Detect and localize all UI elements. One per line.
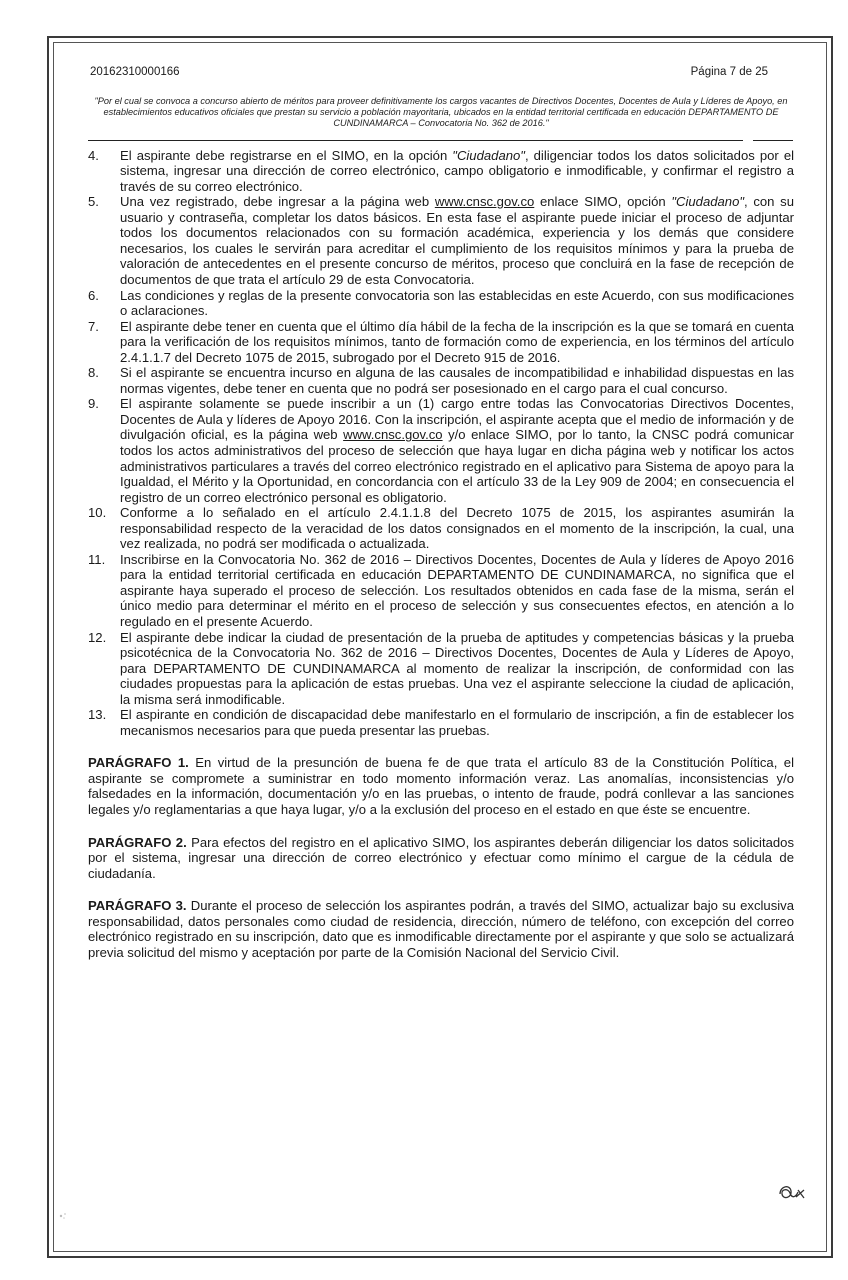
- paragraph-2: PARÁGRAFO 2. Para efectos del registro en el aplicativo SIMO, los aspirantes deberán diligenciar los datos solicitados por el sistema, ingresar una dirección de correo electrónico y efectuar como mínimo el cargue de la cédula de ciudadanía.: [88, 834, 794, 881]
- header-divider: [88, 136, 794, 144]
- paragraph-1: PARÁGRAFO 1. En virtud de la presunción de buena fe de que trata el artículo 83 de la Constitución Política, el aspirante se compromete a suministrar en todo momento información veraz. Las anomalías, inconsistencias y/o falsedades en la información, documentación y/o en las pruebas, o intento de fraude, podrá conllevar a las sanciones legales y/o reglamentarias a que haya lugar, y/o a la exclusión del proceso en el estado en que éste se encuentre.: [88, 755, 794, 818]
- list-item: 13. El aspirante en condición de discapacidad debe manifestarlo en el formulario de inscripción, a fin de establecer los mecanismos necesarios para que pueda presentar las pruebas.: [88, 707, 794, 738]
- list-item: 5. Una vez registrado, debe ingresar a la página web www.cnsc.gov.co enlace SIMO, opción "Ciudadano", con su usuario y contraseña, completar los datos básicos. En esta fase el aspirante puede iniciar el proceso de adjuntar todos los documentos relacionados con su formación académica, experiencia y los demás que considere necesarios, los cuales le servirán para acreditar el cumplimiento de los requisitos mínimos y para la prueba de valoración de antecedentes en el presente concurso de méritos, proceso que concluirá en la fase de recepción de documentos de que trata el artículo 29 de esta Convocatoria.: [88, 194, 794, 287]
- list-item: 6. Las condiciones y reglas de la presente convocatoria son las establecidas en este Acuerdo, con sus modificaciones o aclaraciones.: [88, 287, 794, 319]
- list-item: 11. Inscribirse en la Convocatoria No. 362 de 2016 – Directivos Docentes, Docentes de Aula y líderes de Apoyo 2016 para la entidad territorial certificada en educación DEPARTAMENTO DE CUNDINAMARCA, no significa que el aspirante haya superado el proceso de selección. Los resultados obtenidos en cada fase de la misma, serán el único medio para determinar el mérito en el proceso de selección y sus consecuentes efectos, en atención a lo regulado en el presente Acuerdo.: [88, 551, 794, 630]
- scan-smudge: [56, 1210, 70, 1222]
- document-body: [88, 60, 794, 974]
- resolution-preamble: "Por el cual se convoca a concurso abierto de méritos para proveer definitivamente los cargos vacantes de Directivos Docentes, Docentes de Aula y Líderes de Apoyo, en establecimientos educativos oficiales que prestan su servicio a población mayoritaria, ubicados en la entidad territorial certificada en educación DEPARTAMENTO DE CUNDINAMARCA – Convocatoria No. 362 de 2016.": [94, 96, 788, 129]
- page-number: Página 7 de 25: [690, 66, 768, 78]
- list-item: 8. Si el aspirante se encuentra incurso en alguna de las causales de incompatibilidad e inhabilidad dispuestas en las normas vigentes, debe tener en cuenta que no podrá ser posesionado en el cargo para el cual concurso.: [88, 365, 794, 396]
- page-header: [88, 66, 794, 78]
- initials-signature: [774, 1180, 808, 1206]
- paragraph-3: PARÁGRAFO 3. Durante el proceso de selección los aspirantes podrán, a través del SIMO, actualizar bajo su exclusiva responsabilidad, datos personales como ciudad de residencia, dirección, número de teléfono, con excepción del correo electrónico registrado en su inscripción, dato que es inmodificable directamente por el aspirante y que solo se actualizará previa solicitud del mismo y aceptación por parte de la Comisión Nacional del Servicio Civil.: [88, 898, 794, 960]
- list-item: 9. El aspirante solamente se puede inscribir a un (1) cargo entre todas las Convocatorias Directivos Docentes, Docentes de Aula y líderes de Apoyo 2016. Con la inscripción, el aspirante acepta que el medio de información y de divulgación oficial, es la página web www.cnsc.gov.co y/o enlace SIMO, por lo tanto, la CNSC podrá comunicar todos los actos administrativos del proceso de selección que haya lugar en dicha página web y notificar los actos administrativos particulares a través del correo electrónico registrado en el aplicativo para Sistema de apoyo para la Igualdad, el Mérito y la Oportunidad, en concordancia con el artículo 33 de la Ley 909 de 2004; en consecuencia el registro de un correo electrónico personal es obligatorio.: [88, 396, 794, 505]
- cnsc-link[interactable]: www.cnsc.gov.co: [434, 194, 535, 210]
- list-item: 10. Conforme a lo señalado en el artículo 2.4.1.1.8 del Decreto 1075 de 2015, los aspirantes asumirán la responsabilidad respecto de la veracidad de los datos consignados en el momento de la inscripción, la cual, una vez realizada, no podrá ser modificada o actualizada.: [88, 505, 794, 552]
- list-item: 7. El aspirante debe tener en cuenta que el último día hábil de la fecha de la inscripción es la que se tomará en cuenta para la verificación de los requisitos mínimos, tanto de formación como de experiencia, en los términos del artículo 2.4.1.1.7 del Decreto 1075 de 2015, subrogado por el Decreto 915 de 2016.: [88, 318, 794, 365]
- numbered-list: [88, 148, 794, 739]
- cnsc-link[interactable]: www.cnsc.gov.co: [343, 427, 443, 443]
- list-item: 12. El aspirante debe indicar la ciudad de presentación de la prueba de aptitudes y competencias básicas y la prueba psicotécnica de la Convocatoria No. 362 de 2016 – Directivos Docentes, Docentes de Aula y Líderes de Apoyo, para DEPARTAMENTO DE CUNDINAMARCA al momento de realizar la inscripción, de conformidad con las ciudades propuestas para la aplicación de estas pruebas. Una vez el aspirante seleccione la ciudad de aplicación, la misma será inmodificable.: [88, 629, 794, 707]
- document-number: 20162310000166: [90, 66, 180, 78]
- list-item: 4. El aspirante debe registrarse en el SIMO, en la opción "Ciudadano", diligenciar todos los datos solicitados por el sistema, ingresar una dirección de correo electrónico, campo obligatorio e inmodificable, y confirmar el registro a través de su correo electrónico.: [88, 147, 795, 194]
